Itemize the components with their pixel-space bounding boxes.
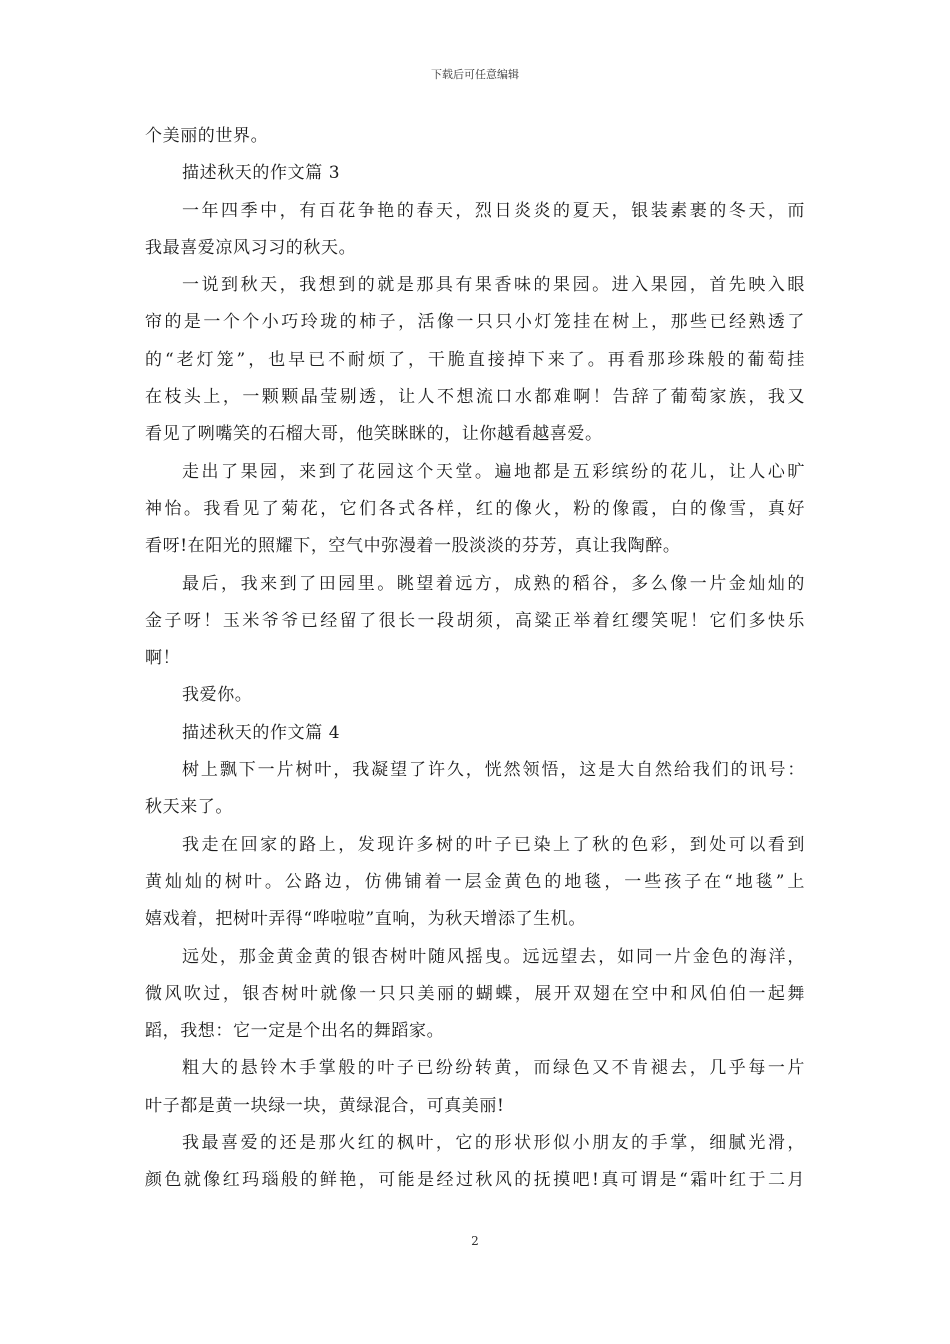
document-body [145,118,805,1200]
section-heading: 描述秋天的作文篇 4 [182,722,341,743]
text-line: 金子呀！玉米爷爷已经留了很长一段胡须，高粱正举着红缨笑呢！它们多快乐 [145,610,805,631]
text-line: 我走在回家的路上，发现许多树的叶子已染上了秋的色彩，到处可以看到 [182,834,805,855]
text-line: 树上飘下一片树叶，我凝望了许久，恍然领悟，这是大自然给我们的讯号： [182,760,805,781]
text-line: 一年四季中，有百花争艳的春天，烈日炎炎的夏天，银装素裹的冬天，而 [182,200,805,221]
text-line: 一说到秋天，我想到的就是那具有果香味的果园。进入果园，首先映入眼 [182,275,805,296]
text-line: 个美丽的世界。 [145,126,269,146]
section-heading: 描述秋天的作文篇 3 [182,163,341,184]
text-line: 在枝头上，一颗颗晶莹剔透，让人不想流口水都难啊！告辞了葡萄家族，我又 [145,387,805,408]
text-line: 啊！ [145,648,181,669]
text-line: 粗大的悬铃木手掌般的叶子已纷纷转黄，而绿色又不肯褪去，几乎每一片 [182,1058,805,1079]
text-line: 黄灿灿的树叶。公路边，仿佛铺着一层金黄色的地毯，一些孩子在“地毯”上 [145,871,805,892]
text-line: 秋天来了。 [145,797,233,818]
page-header: 下载后可任意编辑 [431,68,519,81]
text-line: 最后，我来到了田园里。眺望着远方，成熟的稻谷，多么像一片金灿灿的 [182,573,805,594]
text-line: 嬉戏着，把树叶弄得“哗啦啦”直响，为秋天增添了生机。 [145,909,586,930]
text-line: 蹈，我想：它一定是个出名的舞蹈家。 [145,1021,445,1042]
text-line: 微风吹过，银杏树叶就像一只只美丽的蝴蝶，展开双翅在空中和风伯伯一起舞 [145,983,805,1004]
text-line: 我爱你。 [182,685,253,706]
page-number: 2 [471,1234,479,1248]
text-line: 看呀!在阳光的照耀下，空气中弥漫着一股淡淡的芬芳，真让我陶醉。 [145,536,681,557]
text-line: 颜色就像红玛瑙般的鲜艳，可能是经过秋风的抚摸吧!真可谓是“霜叶红于二月 [145,1170,805,1191]
text-line: 我最喜爱的还是那火红的枫叶，它的形状形似小朋友的手掌，细腻光滑， [182,1133,805,1154]
text-line: 远处，那金黄金黄的银杏树叶随风摇曳。远远望去，如同一片金色的海洋， [182,946,805,967]
text-line: 的“老灯笼”，也早已不耐烦了，干脆直接掉下来了。再看那珍珠般的葡萄挂 [145,349,805,370]
text-line: 神怡。我看见了菊花，它们各式各样，红的像火，粉的像霞，白的像雪，真好 [145,498,805,519]
text-line: 帘的是一个个小巧玲珑的柿子，活像一只只小灯笼挂在树上，那些已经熟透了 [145,312,805,333]
text-line: 我最喜爱凉风习习的秋天。 [145,237,357,258]
text-line: 看见了咧嘴笑的石榴大哥，他笑眯眯的，让你越看越喜爱。 [145,424,603,445]
text-line: 走出了果园，来到了花园这个天堂。遍地都是五彩缤纷的花儿，让人心旷 [182,461,805,482]
text-line: 叶子都是黄一块绿一块，黄绿混合，可真美丽! [145,1095,505,1116]
